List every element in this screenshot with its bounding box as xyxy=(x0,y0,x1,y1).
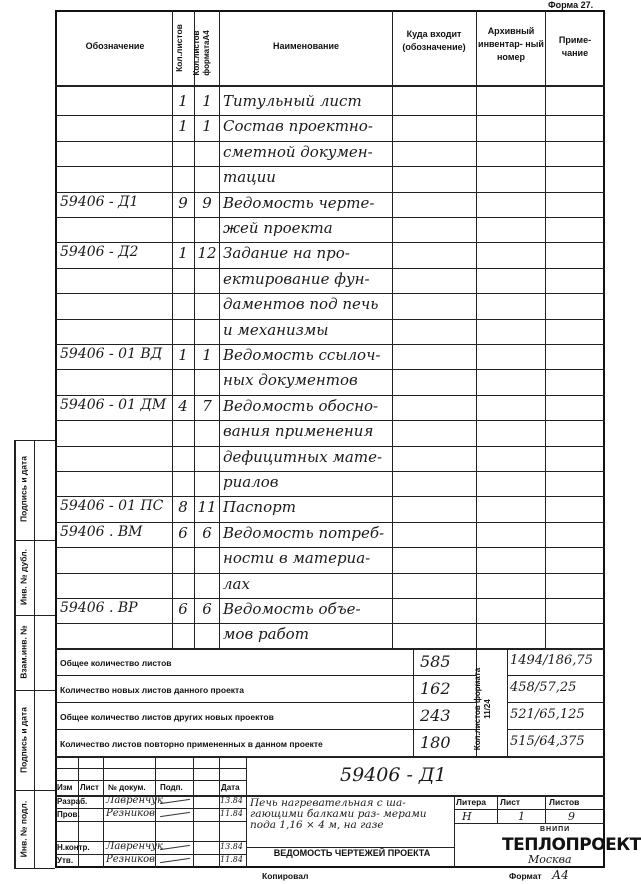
stamp-role: Утв. xyxy=(57,856,74,865)
side-dup-inv: Инв. № дубл. xyxy=(18,548,29,606)
row-name: риалов xyxy=(223,473,279,491)
row-a4-sheets: 6 xyxy=(202,600,212,618)
row-name: Задание на про- xyxy=(223,244,350,262)
stamp-date: 13.84 xyxy=(220,842,243,851)
row-divider xyxy=(55,598,605,599)
totals-a4-value: 515/64,375 xyxy=(510,734,585,749)
totals-label: Общее количество листов других новых проектов xyxy=(60,712,274,722)
row-divider xyxy=(55,242,605,243)
totals-a4-value: 521/65,125 xyxy=(510,707,585,722)
row-divider xyxy=(55,547,605,548)
stamp-head-cell: Подп. xyxy=(160,783,183,792)
row-name: Ведомость обосно- xyxy=(223,397,379,415)
row-a4-sheets: 12 xyxy=(197,244,217,262)
org-city: Москва xyxy=(528,853,572,866)
row-designation: 59406 - 01 ДМ xyxy=(60,397,167,413)
row-name: ности в материа- xyxy=(223,549,371,567)
row-divider xyxy=(55,217,605,218)
row-name: Паспорт xyxy=(223,498,296,516)
stamp-head-cell: Дата xyxy=(221,783,240,792)
row-divider xyxy=(55,268,605,269)
totals-label: Количество листов повторно примененных в данном проекте xyxy=(60,739,323,749)
row-a4-sheets: 9 xyxy=(202,194,212,212)
row-name: Ведомость потреб- xyxy=(223,524,385,542)
header-designation: Обозначение xyxy=(85,41,145,51)
stamp-date: 11.84 xyxy=(220,809,243,818)
row-divider xyxy=(55,573,605,574)
row-a4-sheets: 1 xyxy=(202,346,212,364)
row-name: Титульный лист xyxy=(223,92,362,110)
row-divider xyxy=(55,369,605,370)
row-designation: 59406 . ВМ xyxy=(60,524,143,540)
stamp-person-name: Резников xyxy=(106,808,155,819)
row-name: даментов под печь xyxy=(223,295,379,313)
row-divider xyxy=(55,471,605,472)
row-name: лах xyxy=(223,575,250,593)
row-divider xyxy=(55,623,605,624)
row-designation: 59406 - 01 ПС xyxy=(60,498,164,514)
row-name: и механизмы xyxy=(223,321,329,339)
side-sign-date-2: Подпись и дата xyxy=(18,707,29,773)
stamp-date: 13.84 xyxy=(220,796,243,805)
totals-a4-value: 1494/186,75 xyxy=(510,653,593,668)
row-name: Ведомость черте- xyxy=(223,194,375,212)
row-sheets: 8 xyxy=(178,498,188,516)
side-orig-inv: Инв. № подл. xyxy=(18,800,29,858)
footer-format-label: Формат xyxy=(509,871,542,881)
row-sheets: 9 xyxy=(178,194,188,212)
row-divider xyxy=(55,192,605,193)
stamp-date: 11.84 xyxy=(220,855,243,864)
stamp-sheets: 9 xyxy=(568,810,575,823)
row-designation: 59406 - 01 ВД xyxy=(60,346,163,362)
row-sheets: 6 xyxy=(178,600,188,618)
side-sign-date-1: Подпись и дата xyxy=(18,456,29,522)
side-repl-inv: Взам.инв. № xyxy=(18,625,29,679)
stamp-person-name: Резников xyxy=(106,854,155,865)
row-divider xyxy=(55,496,605,497)
row-divider xyxy=(55,166,605,167)
header-a4-sheets: Кол.листов форматаА4 xyxy=(192,30,211,76)
stamp-litera-label: Литера xyxy=(456,797,486,807)
row-divider xyxy=(55,319,605,320)
totals-a4-value: 458/57,25 xyxy=(510,680,577,695)
stamp-role: Разраб. xyxy=(57,797,88,806)
stamp-sheet-label: Лист xyxy=(500,797,521,807)
form-label: Форма 27. xyxy=(548,0,594,10)
footer-format-value: А4 xyxy=(552,868,569,882)
row-sheets: 1 xyxy=(178,244,188,262)
row-name: Ведомость объе- xyxy=(223,600,361,618)
row-name: Ведомость ссылоч- xyxy=(223,346,381,364)
row-divider xyxy=(55,141,605,142)
row-divider xyxy=(55,395,605,396)
header-note: Приме- чание xyxy=(558,35,592,58)
row-divider xyxy=(55,522,605,523)
row-a4-sheets: 11 xyxy=(197,498,217,516)
row-sheets: 1 xyxy=(178,346,188,364)
row-divider xyxy=(55,446,605,447)
header-archive: Архивный инвентар- ный номер xyxy=(478,26,544,62)
totals-value: 243 xyxy=(420,706,451,725)
totals-label: Количество новых листов данного проекта xyxy=(60,685,244,695)
row-sheets: 6 xyxy=(178,524,188,542)
header-where: Куда входит (обозначение) xyxy=(402,29,466,52)
row-a4-sheets: 1 xyxy=(202,92,212,110)
stamp-sheets-label: Листов xyxy=(549,797,580,807)
row-name: сметной докумен- xyxy=(223,143,373,161)
stamp-person-name: Лавренчук xyxy=(106,795,164,806)
row-designation: 59406 - Д1 xyxy=(60,194,139,210)
stamp-sheet: 1 xyxy=(518,810,525,823)
footer-copied: Копировал xyxy=(262,871,309,881)
row-name: Состав проектно- xyxy=(223,117,373,135)
header-sheets: Кол.листов xyxy=(174,24,184,72)
totals-side-label: Кол.листов формата 11/24 xyxy=(473,667,492,751)
row-name: мов работ xyxy=(223,625,309,643)
org-name: ТЕПЛОПРОЕКТ xyxy=(502,835,641,855)
totals-value: 585 xyxy=(420,652,451,671)
row-designation: 59406 - Д2 xyxy=(60,244,139,260)
row-a4-sheets: 6 xyxy=(202,524,212,542)
row-divider xyxy=(55,420,605,421)
header-name: Наименование xyxy=(272,41,340,51)
totals-value: 162 xyxy=(420,679,451,698)
stamp-description: Печь нагревательная с ша- гающими балками раз- мерами пода 1,16 × 4 м, на газе xyxy=(250,797,427,831)
stamp-code: 59406 - Д1 xyxy=(340,764,447,786)
stamp-role: Н.контр. xyxy=(57,843,90,852)
org-small: ВНИПИ xyxy=(540,826,571,833)
stamp-litera: Н xyxy=(462,810,472,823)
row-sheets: 1 xyxy=(178,117,188,135)
totals-value: 180 xyxy=(420,733,451,752)
stamp-head-cell: Лист xyxy=(80,783,99,792)
row-name: жей проекта xyxy=(223,219,333,237)
row-name: тации xyxy=(223,168,276,186)
row-name: вания применения xyxy=(223,422,374,440)
row-divider xyxy=(55,344,605,345)
row-name: ектирование фун- xyxy=(223,270,370,288)
stamp-doc-title: ВЕДОМОСТЬ ЧЕРТЕЖЕЙ ПРОЕКТА xyxy=(273,848,431,858)
row-sheets: 1 xyxy=(178,92,188,110)
totals-label: Общее количество листов xyxy=(60,658,172,668)
stamp-role: Пров. xyxy=(57,810,80,819)
row-sheets: 4 xyxy=(178,397,188,415)
row-designation: 59406 . ВР xyxy=(60,600,138,616)
row-a4-sheets: 7 xyxy=(202,397,212,415)
row-name: ных документов xyxy=(223,371,358,389)
row-divider xyxy=(55,115,605,116)
stamp-head-cell: Изм xyxy=(57,783,73,792)
stamp-head-cell: № докум. xyxy=(108,783,146,792)
stamp-person-name: Лавренчук xyxy=(106,841,164,852)
row-name: дефицитных мате- xyxy=(223,448,383,466)
row-divider xyxy=(55,293,605,294)
row-a4-sheets: 1 xyxy=(202,117,212,135)
